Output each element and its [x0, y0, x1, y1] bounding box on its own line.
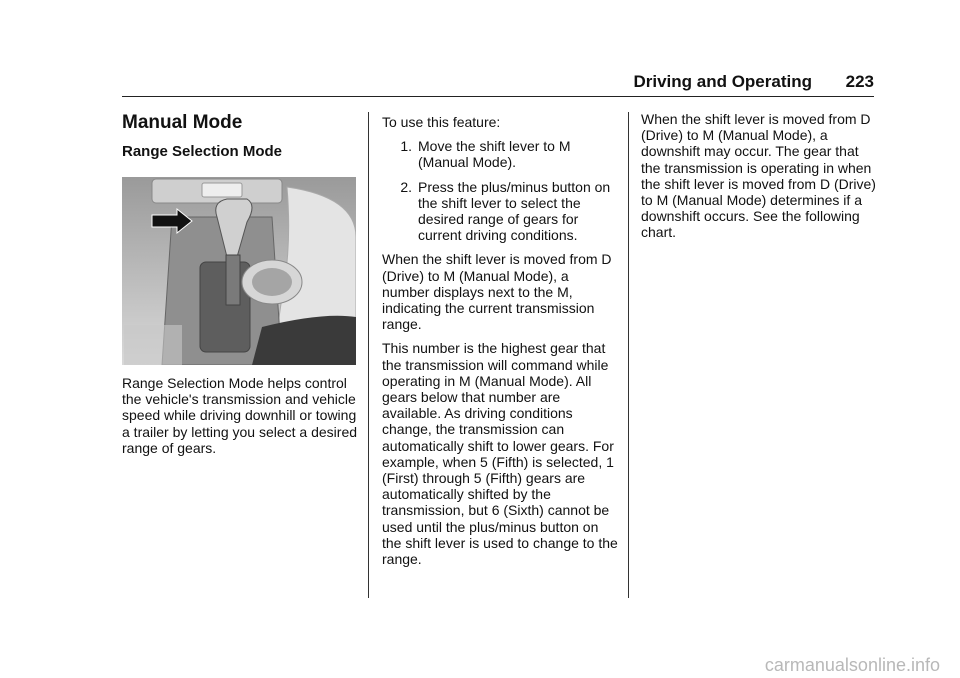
column-right — [641, 111, 877, 249]
step-text: Move the shift lever to M (Manual Mode). — [418, 138, 571, 171]
paragraph-highest-gear: This number is the highest gear that the transmission will command while operating in M (Manual Mode). All gears below that number are available. As driving conditions change, the transmission can automatically shift to lower gears. For example, when 5 (Fifth) is selected, 1 (First) through 5 (Fifth) gears are automatically shifted by the transmission, but 6 (Sixth) cannot be used until the plus/minus button on the shift lever is used to change to the range. — [382, 340, 618, 568]
paragraph-intro: To use this feature: — [382, 114, 501, 130]
column-divider — [628, 112, 629, 598]
watermark: carmanualsonline.info — [764, 655, 940, 675]
heading-manual-mode: Manual Mode — [122, 112, 243, 133]
step-text: Press the plus/minus button on the shift lever to select the desired range of gears for current driving conditions. — [418, 178, 611, 244]
shift-lever-illustration — [122, 177, 356, 365]
paragraph-drive-to-manual: When the shift lever is moved from D (Drive) to M (Manual Mode), a number displays next to the M, indicating the current transmission range. — [382, 251, 612, 333]
column-middle — [382, 114, 618, 575]
list-item — [382, 179, 618, 244]
page-header — [122, 72, 874, 97]
column-divider — [368, 112, 369, 598]
page-number: 223 — [845, 72, 874, 91]
step-number: 1. — [400, 138, 412, 155]
steps-list — [382, 138, 618, 243]
column-left — [122, 111, 358, 464]
step-number: 2. — [400, 178, 412, 195]
paragraph-range-selection: Range Selection Mode helps control the vehicle's transmission and vehicle speed while driving downhill or towing a trailer by letting you select a desired range of gears. — [122, 375, 358, 456]
list-item — [382, 138, 618, 170]
paragraph-downshift: When the shift lever is moved from D (Drive) to M (Manual Mode), a downshift may occur. The gear that the transmission is operating in when the shift lever is moved from D (Drive) to M (Manual Mode) determines if a downshift occurs. See the following chart. — [641, 111, 876, 241]
section-title: Driving and Operating — [633, 72, 812, 91]
heading-range-selection: Range Selection Mode — [122, 143, 283, 160]
